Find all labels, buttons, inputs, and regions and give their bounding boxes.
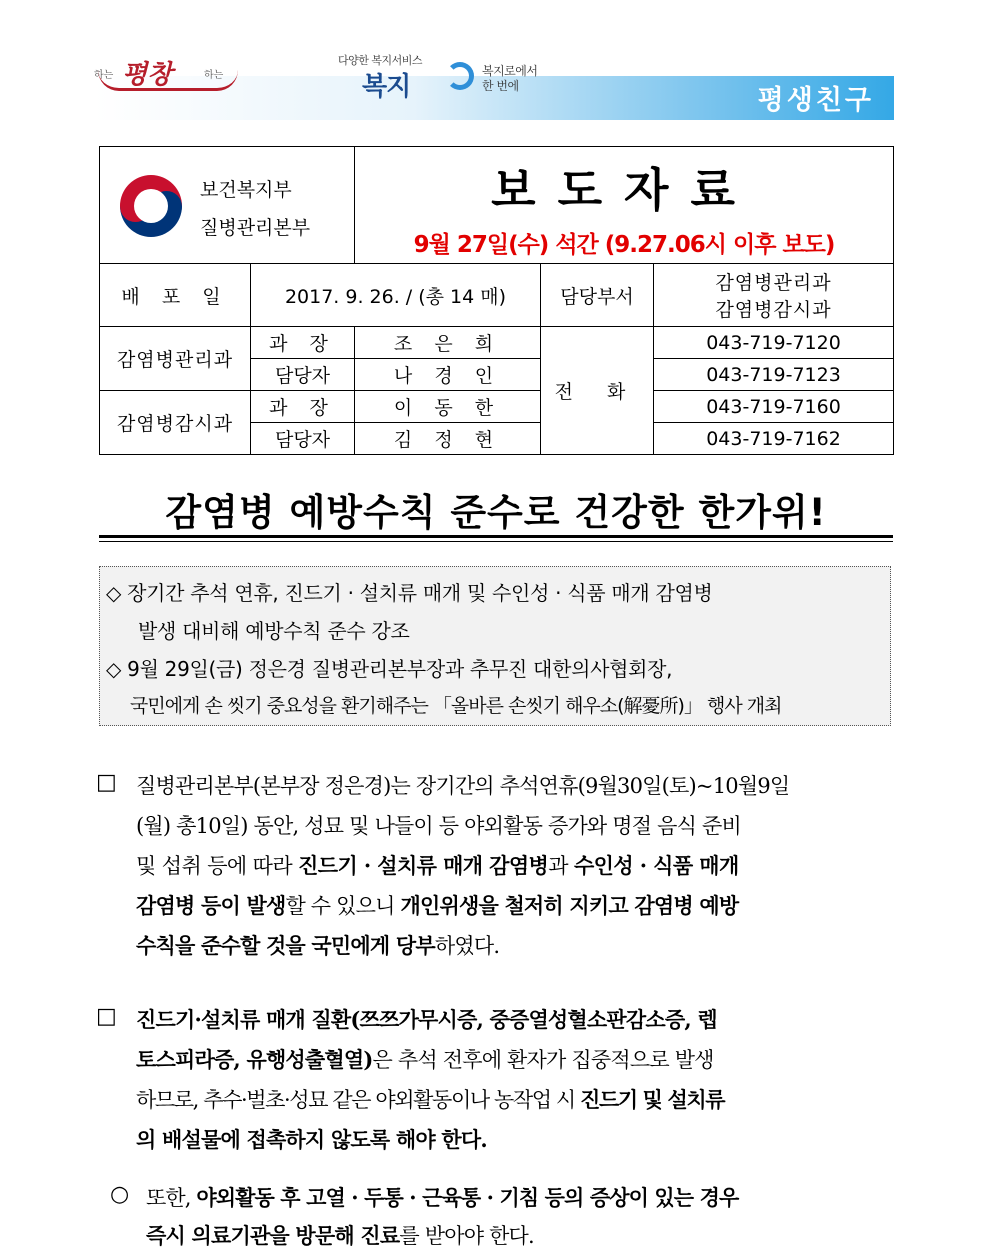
bokjiro-side-line2: 한 번에 [482, 79, 519, 93]
checkbox-square-icon: □ [96, 1004, 117, 1029]
body-line: (월) 총10일) 동안, 성묘 및 나들이 등 야외활동 증가와 명절 음식 준비 [136, 814, 741, 838]
department-value [654, 264, 894, 327]
press-title-cell [355, 147, 894, 264]
summary-line: ◇ 장기간 추석 연휴, 진드기 · 설치류 매개 및 수인성 · 식품 매개 감염병 [106, 581, 713, 605]
body-line: 토스피라증, 유행성출혈열)은 추석 전후에 환자가 집중적으로 발생 [136, 1047, 714, 1072]
body-line: 질병관리본부(본부장 정은경)는 장기간의 추석연휴(9월30일(토)~10월9일 [136, 774, 790, 798]
contact-phone: 043-719-7162 [654, 423, 894, 455]
ministry-name: 보건복지부 [200, 179, 292, 201]
bokjiro-side-line1: 복지로에서 [482, 64, 538, 78]
contact-name: 이 동 한 [355, 391, 541, 423]
body-line: 및 섭취 등에 따라 진드기 · 설치류 매개 감염병과 수인성 · 식품 매개 [136, 853, 739, 878]
contact-phone: 043-719-7123 [654, 359, 894, 391]
body-line: 의 배설물에 접촉하지 않도록 해야 한다. [136, 1127, 487, 1152]
summary-line: ◇ 9월 29일(금) 정은경 질병관리본부장과 추무진 대한의사협회장, [106, 657, 673, 681]
press-title: 보도자료 [491, 162, 757, 217]
banner-title: 평생친구 [757, 85, 874, 116]
logo-small-text-right: 하는 [204, 70, 224, 81]
press-release-header-table [99, 146, 894, 455]
contact-dept-1: 감염병관리과 [100, 327, 251, 391]
department-value-1: 감염병관리과 [715, 272, 832, 294]
logo-word: 평창 [122, 60, 173, 90]
phone-label: 전 화 [541, 327, 654, 455]
logo-swoosh-icon [98, 70, 238, 91]
bokjiro-name: 복지 [362, 72, 411, 102]
taegeuk-emblem-icon [120, 175, 182, 237]
summary-box [99, 566, 891, 726]
bokjiro-logo [338, 48, 558, 102]
contact-role: 과 장 [251, 391, 355, 423]
bokjiro-side-text [482, 64, 537, 94]
body-line: 하므로, 추수·벌초·성묘 같은 야외활동이나 농작업 시 진드기 및 설치류 [136, 1087, 725, 1112]
distribution-date-label: 배 포 일 [100, 264, 251, 327]
body-line: 감염병 등이 발생할 수 있으니 개인위생을 철저히 지키고 감염병 예방 [136, 893, 739, 918]
logo-small-text-left: 하는 [94, 70, 114, 81]
contact-name: 나 경 인 [355, 359, 541, 391]
contact-role: 과 장 [251, 327, 355, 359]
contact-name: 조 은 희 [355, 327, 541, 359]
headline-rule-thick [99, 535, 893, 538]
contact-phone: 043-719-7120 [654, 327, 894, 359]
body-line: 진드기·설치류 매개 질환(쯔쯔가무시증, 중증열성혈소판감소증, 렙 [136, 1007, 717, 1032]
body-line: 또한, 야외활동 후 고열 · 두통 · 근육통 · 기침 등의 증상이 있는 경우 [146, 1185, 739, 1210]
contact-name: 김 정 현 [355, 423, 541, 455]
contact-dept-2: 감염병감시과 [100, 391, 251, 455]
agency-name: 질병관리본부 [200, 217, 311, 239]
summary-line: 국민에게 손 씻기 중요성을 환기해주는 「올바른 손씻기 해우소(解憂所)」 행사 개최 [130, 695, 782, 717]
distribution-date-value: 2017. 9. 26. / (총 14 매) [251, 264, 541, 327]
bokjiro-tagline: 다양한 복지서비스 [338, 54, 423, 67]
contact-role: 담당자 [251, 423, 355, 455]
embargo-notice: 9월 27일(수) 석간 (9.27.06시 이후 보도) [413, 231, 835, 258]
checkbox-square-icon: □ [96, 770, 117, 795]
summary-line: 발생 대비해 예방수칙 준수 강조 [138, 619, 410, 643]
pyeongchang-logo [94, 54, 244, 94]
contact-phone: 043-719-7160 [654, 391, 894, 423]
bullet-circle-icon: ○ [110, 1182, 130, 1207]
department-value-2: 감염병감시과 [715, 299, 832, 321]
department-label: 담당부서 [541, 264, 654, 327]
ministry-logo [100, 147, 354, 263]
top-banner [94, 48, 894, 122]
headline: 감염병 예방수칙 준수로 건강한 한가위! [165, 491, 827, 534]
headline-rule-thin [99, 541, 893, 542]
ministry-logo-cell [100, 147, 355, 264]
bokjiro-ring-icon [446, 62, 474, 90]
body-line: 수칙을 준수할 것을 국민에게 당부하였다. [136, 933, 500, 958]
contact-role: 담당자 [251, 359, 355, 391]
body-line: 즉시 의료기관을 방문해 진료를 받아야 한다. [146, 1223, 534, 1248]
